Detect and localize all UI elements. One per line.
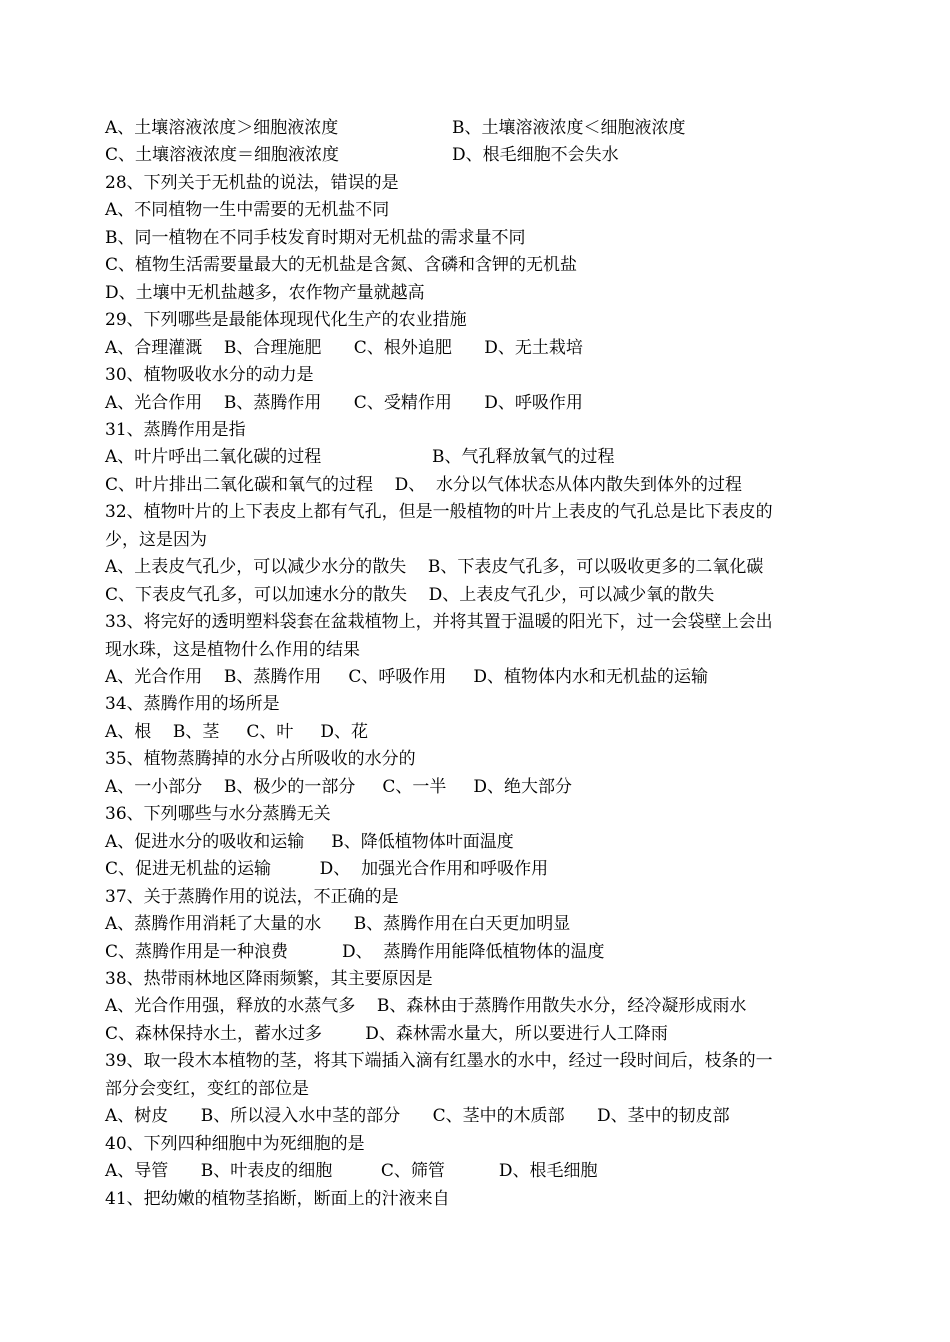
text-line: 38、热带雨林地区降雨频繁，其主要原因是 (105, 969, 433, 989)
text-line: A、促进水分的吸收和运输 B、降低植物体叶面温度 (105, 832, 514, 852)
text-line: C、土壤溶液浓度＝细胞液浓度 (105, 145, 340, 165)
text-line: 37、关于蒸腾作用的说法，不正确的是 (105, 887, 399, 907)
text-line: 少，这是因为 (105, 530, 207, 550)
text-line: C、叶片排出二氧化碳和氧气的过程 D、 水分以气体状态从体内散失到体外的过程 (105, 475, 743, 495)
text-line: A、导管 B、叶表皮的细胞 C、筛管 D、根毛细胞 (105, 1161, 598, 1181)
text-line-option: D、根毛细胞不会失水 (452, 145, 619, 165)
text-line: C、下表皮气孔多，可以加速水分的散失 D、上表皮气孔少，可以减少氧的散失 (105, 585, 715, 605)
text-line-option: B、土壤溶液浓度＜细胞液浓度 (452, 118, 686, 138)
text-line: A、土壤溶液浓度＞细胞液浓度 (105, 118, 339, 138)
text-line: 29、下列哪些是最能体现现代化生产的农业措施 (105, 310, 467, 330)
text-line: A、树皮 B、所以浸入水中茎的部分 C、茎中的木质部 D、茎中的韧皮部 (105, 1106, 730, 1126)
text-line: A、光合作用强，释放的水蒸气多 B、森林由于蒸腾作用散失水分，经冷凝形成雨水 (105, 996, 747, 1016)
text-line: C、促进无机盐的运输 D、 加强光合作用和呼吸作用 (105, 859, 549, 879)
text-line: 40、下列四种细胞中为死细胞的是 (105, 1134, 365, 1154)
text-line: B、同一植物在不同手枝发育时期对无机盐的需求量不同 (105, 228, 526, 248)
text-line: C、蒸腾作用是一种浪费 D、 蒸腾作用能降低植物体的温度 (105, 942, 605, 962)
text-line: 39、取一段木本植物的茎，将其下端插入滴有红墨水的水中，经过一段时间后，枝条的一 (105, 1051, 773, 1071)
text-line: 部分会变红，变红的部位是 (105, 1079, 309, 1099)
text-line: A、光合作用 B、蒸腾作用 C、受精作用 D、呼吸作用 (105, 393, 583, 413)
text-line: 36、下列哪些与水分蒸腾无关 (105, 804, 331, 824)
text-line: A、上表皮气孔少，可以减少水分的散失 B、下表皮气孔多，可以吸收更多的二氧化碳 (105, 557, 764, 577)
text-line: C、植物生活需要量最大的无机盐是含氮、含磷和含钾的无机盐 (105, 255, 578, 275)
text-line: 32、植物叶片的上下表皮上都有气孔，但是一般植物的叶片上表皮的气孔总是比下表皮的 (105, 502, 773, 522)
text-line: D、土壤中无机盐越多，农作物产量就越高 (105, 283, 425, 303)
text-line: A、光合作用 B、蒸腾作用 C、呼吸作用 D、植物体内水和无机盐的运输 (105, 667, 709, 687)
text-line: A、合理灌溉 B、合理施肥 C、根外追肥 D、无土栽培 (105, 338, 583, 358)
text-line: 41、把幼嫩的植物茎掐断，断面上的汁液来自 (105, 1189, 450, 1209)
text-line: A、根 B、茎 C、叶 D、花 (105, 722, 369, 742)
text-line: A、一小部分 B、极少的一部分 C、一半 D、绝大部分 (105, 777, 573, 797)
text-line: A、叶片呼出二氧化碳的过程 (105, 447, 322, 467)
text-line: 30、植物吸收水分的动力是 (105, 365, 314, 385)
text-line: 现水珠，这是植物什么作用的结果 (105, 640, 360, 660)
text-line: 33、将完好的透明塑料袋套在盆栽植物上，并将其置于温暖的阳光下，过一会袋壁上会出 (105, 612, 773, 632)
text-line: 28、下列关于无机盐的说法，错误的是 (105, 173, 399, 193)
text-line: A、蒸腾作用消耗了大量的水 B、蒸腾作用在白天更加明显 (105, 914, 571, 934)
text-line: 35、植物蒸腾掉的水分占所吸收的水分的 (105, 749, 416, 769)
text-line: 31、蒸腾作用是指 (105, 420, 246, 440)
text-line: A、不同植物一生中需要的无机盐不同 (105, 200, 390, 220)
text-line: 34、蒸腾作用的场所是 (105, 694, 280, 714)
text-line-option: B、气孔释放氧气的过程 (432, 447, 615, 467)
text-line: C、森林保持水土，蓄水过多 D、森林需水量大，所以要进行人工降雨 (105, 1024, 668, 1044)
